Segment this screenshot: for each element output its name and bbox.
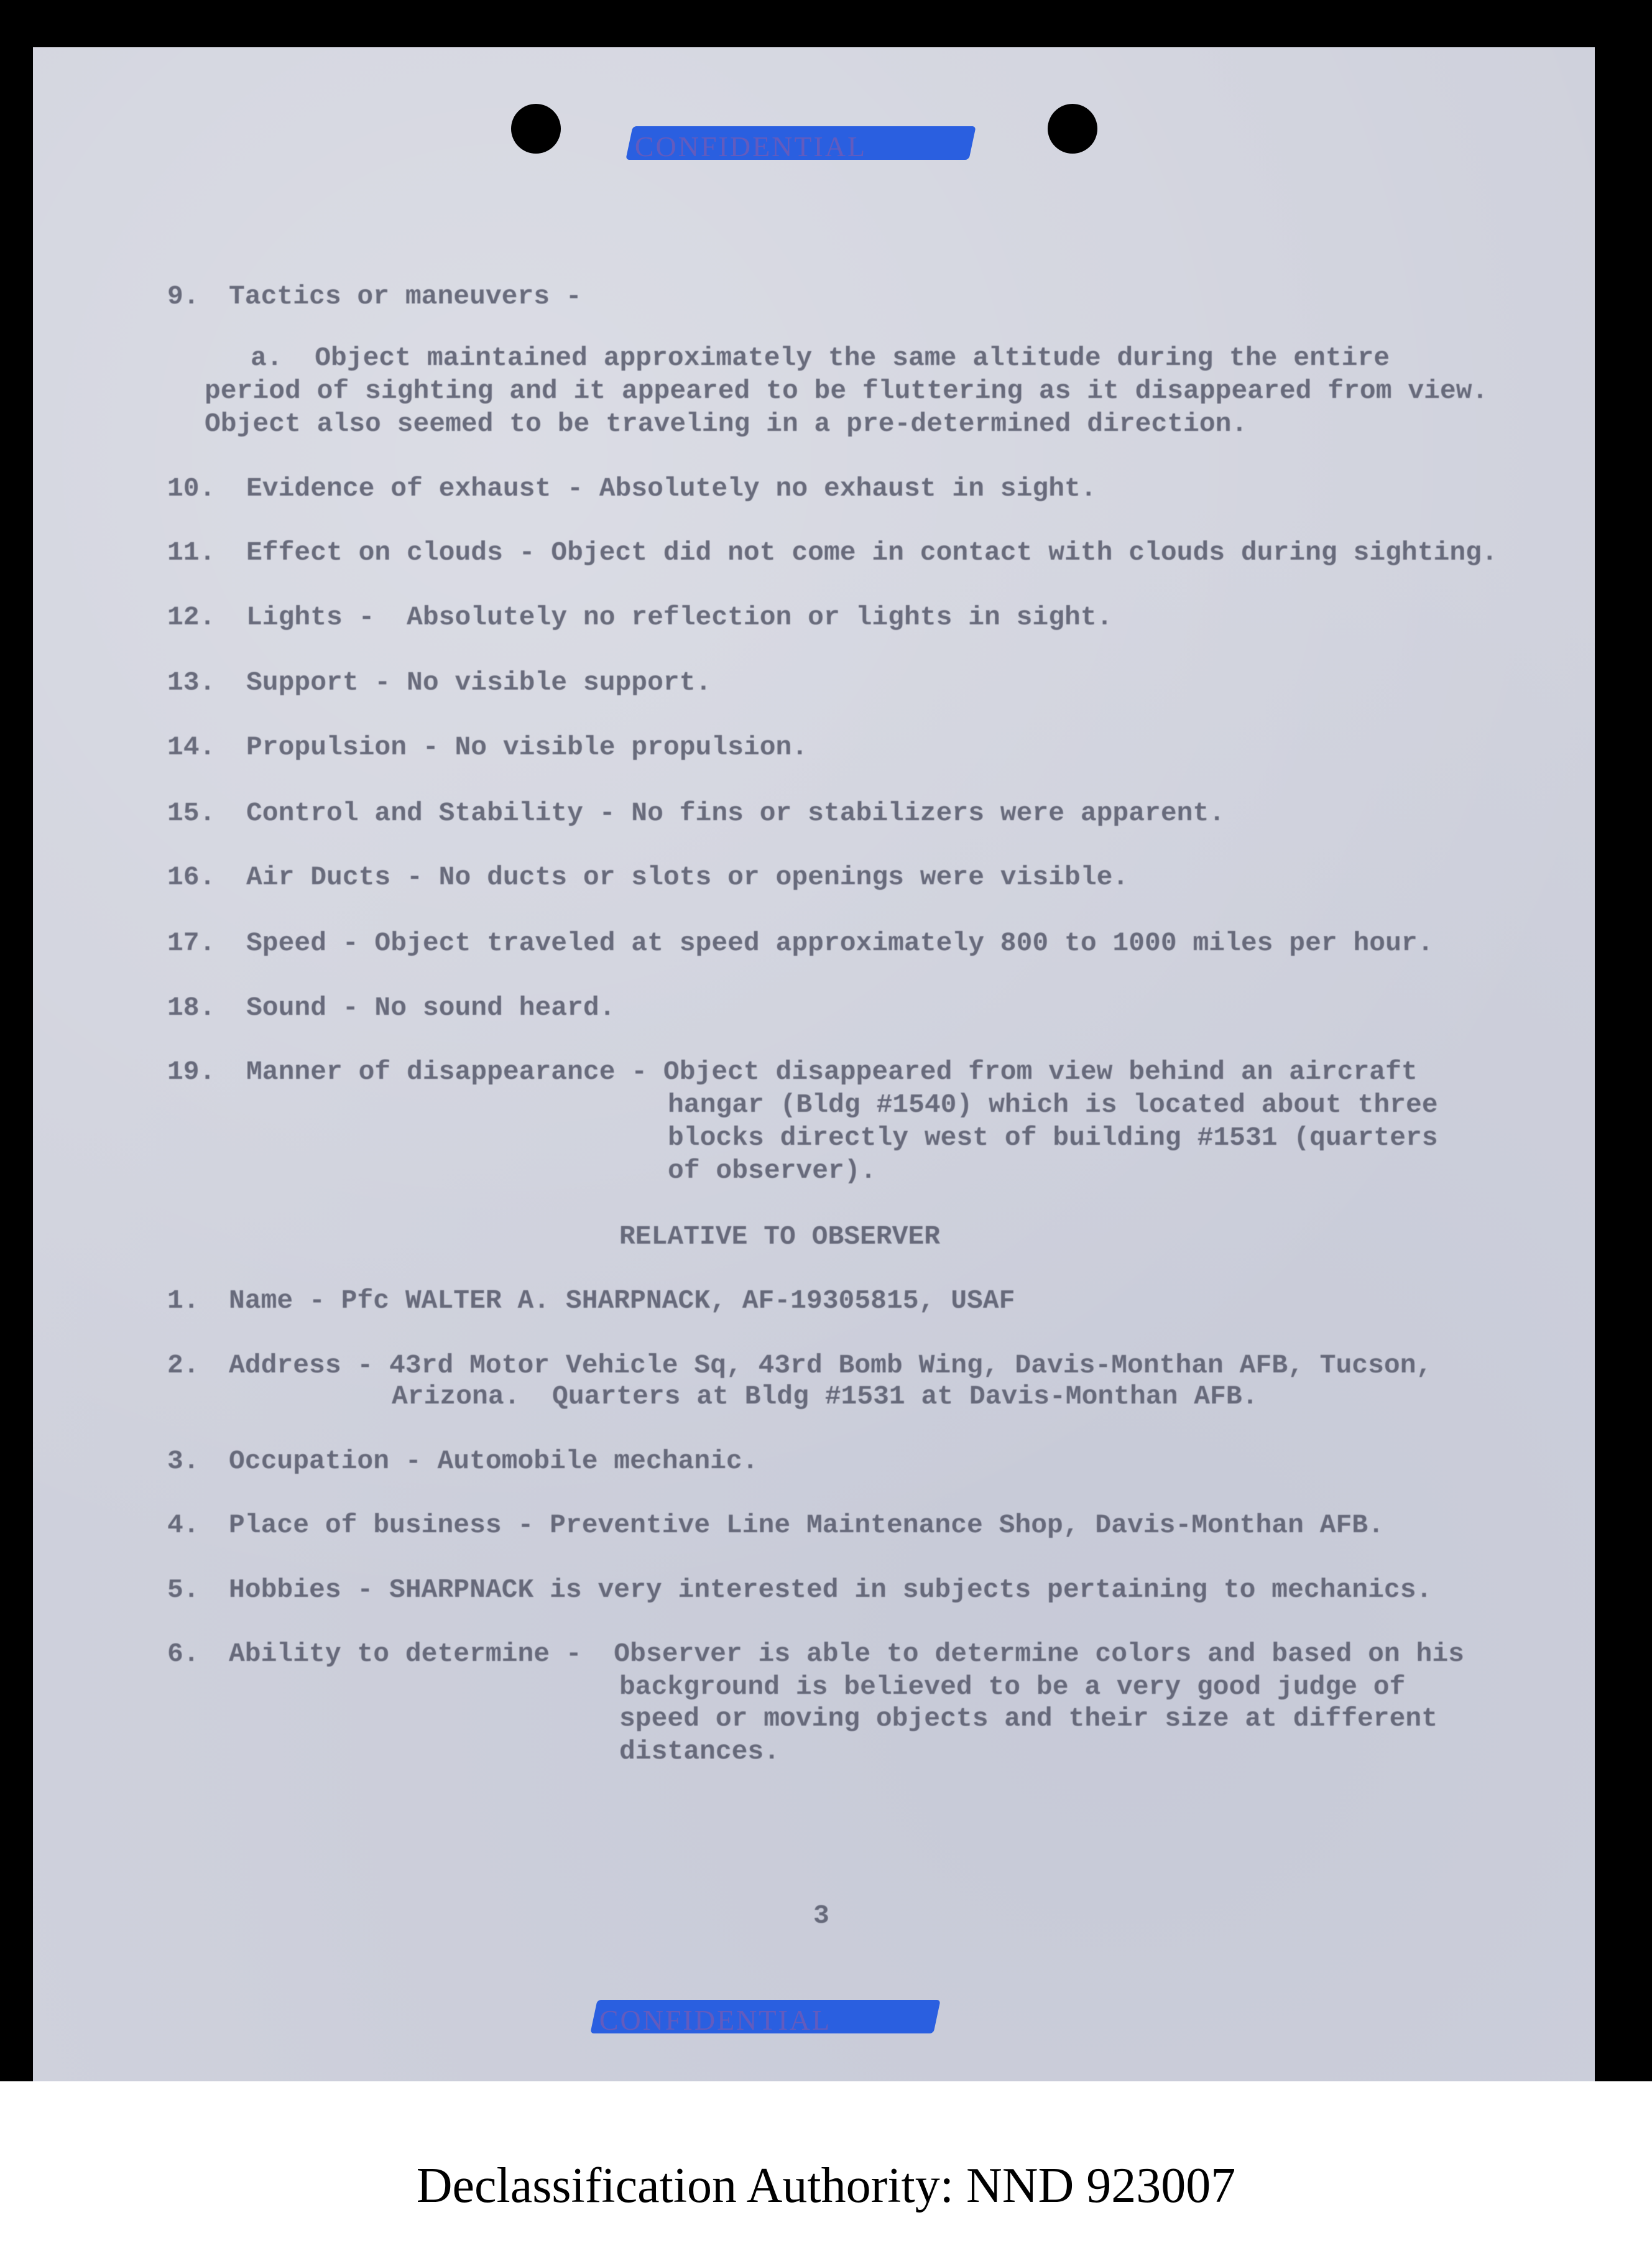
- item-number: 4.: [167, 1510, 200, 1540]
- item-continuation: blocks directly west of building #1531 (quarters: [668, 1122, 1438, 1153]
- item-text: Speed - Object traveled at speed approximately 800 to 1000 miles per hour.: [246, 928, 1434, 958]
- item-text: Propulsion - No visible propulsion.: [246, 732, 808, 762]
- item-text: Evidence of exhaust - Absolutely no exhaust in sight.: [246, 473, 1097, 504]
- item-continuation: Arizona. Quarters at Bldg #1531 at Davis-Monthan AFB.: [392, 1381, 1258, 1412]
- item-number: 9.: [167, 281, 200, 312]
- item-number: 5.: [167, 1575, 200, 1605]
- item-number: 3.: [167, 1446, 200, 1476]
- item-number: 18.: [167, 992, 216, 1023]
- item-continuation: hangar (Bldg #1540) which is located about three: [668, 1089, 1438, 1120]
- item-continuation: background is believed to be a very good judge of: [619, 1672, 1406, 1702]
- item-number: 1.: [167, 1285, 200, 1316]
- item-text: Name - Pfc WALTER A. SHARPNACK, AF-19305815, USAF: [229, 1285, 1015, 1316]
- item-text: Manner of disappearance - Object disappeared from view behind an aircraft: [246, 1057, 1418, 1087]
- section-heading: RELATIVE TO OBSERVER: [619, 1221, 941, 1252]
- item-continuation: of observer).: [668, 1155, 877, 1186]
- item-continuation: distances.: [619, 1736, 780, 1767]
- item-number: 14.: [167, 732, 216, 762]
- confidential-stamp-bottom: CONFIDENTIAL: [590, 2000, 940, 2033]
- item-number: 16.: [167, 862, 216, 892]
- item-paragraph-line: a. Object maintained approximately the same altitude during the entire: [251, 343, 1390, 373]
- item-text: Place of business - Preventive Line Maintenance Shop, Davis-Monthan AFB.: [229, 1510, 1384, 1540]
- confidential-stamp-top: CONFIDENTIAL: [625, 126, 976, 160]
- declassification-caption: Declassification Authority: NND 923007: [416, 2158, 1236, 2213]
- item-text: Air Ducts - No ducts or slots or openings were visible.: [246, 862, 1129, 892]
- item-label: Tactics or maneuvers -: [229, 281, 582, 312]
- item-number: 6.: [167, 1639, 200, 1669]
- item-paragraph-line: period of sighting and it appeared to be fluttering as it disappeared from view.: [205, 376, 1488, 406]
- item-text: Lights - Absolutely no reflection or lights in sight.: [246, 602, 1113, 632]
- punch-hole-right: [1048, 104, 1097, 154]
- item-number: 2.: [167, 1350, 200, 1380]
- item-number: 11.: [167, 537, 216, 568]
- item-number: 10.: [167, 473, 216, 504]
- item-text: Occupation - Automobile mechanic.: [229, 1446, 759, 1476]
- item-number: 19.: [167, 1057, 216, 1087]
- item-text: Hobbies - SHARPNACK is very interested in subjects pertaining to mechanics.: [229, 1575, 1433, 1605]
- item-number: 17.: [167, 928, 216, 958]
- item-text: Address - 43rd Motor Vehicle Sq, 43rd Bomb Wing, Davis-Monthan AFB, Tucson,: [229, 1350, 1433, 1380]
- item-text: Control and Stability - No fins or stabilizers were apparent.: [246, 798, 1225, 828]
- item-continuation: speed or moving objects and their size at different: [619, 1703, 1438, 1734]
- item-number: 12.: [167, 602, 216, 632]
- item-text: Effect on clouds - Object did not come in contact with clouds during sighting.: [246, 537, 1498, 568]
- item-text: Ability to determine - Observer is able to determine colors and based on his: [229, 1639, 1464, 1669]
- punch-hole-left: [511, 104, 561, 154]
- item-number: 15.: [167, 798, 216, 828]
- page-number: 3: [813, 1900, 829, 1931]
- item-number: 13.: [167, 667, 216, 698]
- item-text: Sound - No sound heard.: [246, 992, 616, 1023]
- item-text: Support - No visible support.: [246, 667, 712, 698]
- item-paragraph-line: Object also seemed to be traveling in a pre-determined direction.: [205, 409, 1248, 439]
